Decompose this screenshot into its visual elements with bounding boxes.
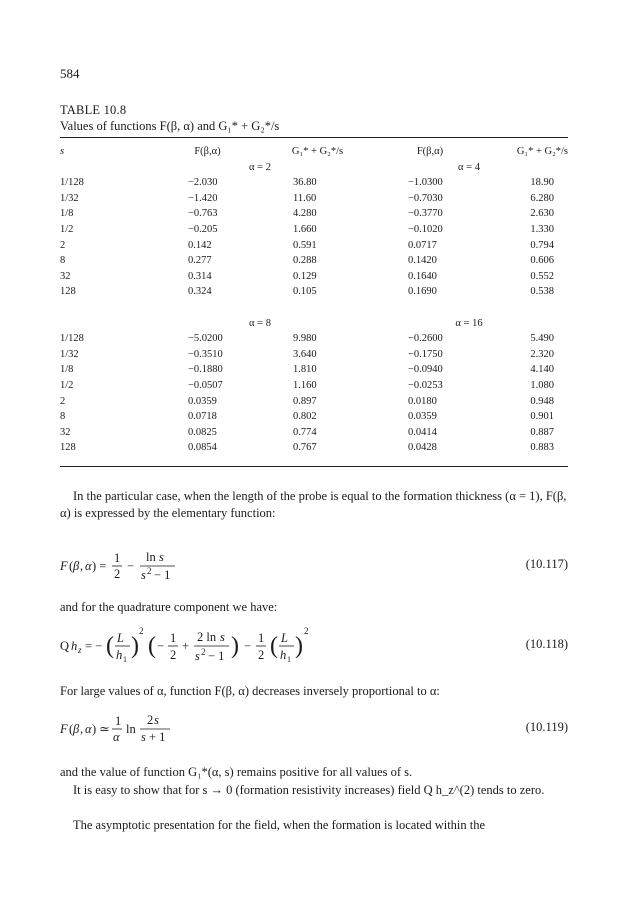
col-header-s: s xyxy=(60,146,65,157)
cell-f-right: 0.0180 xyxy=(408,395,437,407)
svg-text:1: 1 xyxy=(123,655,127,664)
cell-g-right: 2.320 xyxy=(530,348,554,360)
table-row xyxy=(60,440,568,456)
svg-text:h: h xyxy=(71,639,78,653)
cell-g-right: 5.490 xyxy=(530,333,554,345)
page-number: 584 xyxy=(60,66,80,81)
cell-s: 32 xyxy=(60,270,71,282)
cell-g-right: 0.794 xyxy=(530,239,554,251)
table-row xyxy=(60,347,568,363)
svg-text:s: s xyxy=(141,730,146,744)
cell-g-left: 0.897 xyxy=(293,395,317,407)
cell-g-right: 0.538 xyxy=(530,286,554,298)
alpha-row xyxy=(60,160,568,176)
cell-g-left: 0.105 xyxy=(293,286,317,298)
table-row xyxy=(60,191,568,207)
cell-s: 8 xyxy=(60,255,66,267)
equation-10-119-formula xyxy=(60,708,360,748)
alpha-label-left: α = 8 xyxy=(249,317,271,329)
cell-f-right: −0.1020 xyxy=(408,223,443,235)
svg-text:L: L xyxy=(281,631,288,645)
svg-text:,: , xyxy=(80,722,84,736)
svg-text:s: s xyxy=(159,550,164,564)
alpha-label-right: α = 16 xyxy=(455,317,483,329)
svg-text:): ) xyxy=(295,633,303,659)
svg-text:2 ln: 2 ln xyxy=(197,630,217,644)
equation-number: (10.117) xyxy=(525,557,568,571)
values-table xyxy=(60,144,568,456)
svg-text:α: α xyxy=(85,722,92,736)
paragraph-4: and the value of function G₁*(α, s) remains positive for all values of s. xyxy=(60,765,413,779)
cell-f-left: 0.277 xyxy=(188,255,212,267)
cell-s: 128 xyxy=(60,286,76,298)
table-row xyxy=(60,253,568,269)
cell-f-left: −1.420 xyxy=(188,192,218,204)
alpha-label-left: α = 2 xyxy=(249,161,271,173)
cell-f-right: −0.7030 xyxy=(408,192,443,204)
cell-f-right: 0.1420 xyxy=(408,255,437,267)
table-caption: Values of functions F(β, α) and G₁* + G₂*/s xyxy=(60,119,280,133)
cell-f-left: −0.3510 xyxy=(188,348,223,360)
svg-text:2: 2 xyxy=(139,626,144,636)
cell-g-left: 0.767 xyxy=(293,442,317,454)
table-row xyxy=(60,425,568,441)
svg-text:β: β xyxy=(73,559,80,573)
cell-f-right: 0.0717 xyxy=(408,239,437,251)
svg-text:− 1: − 1 xyxy=(154,568,171,582)
paragraph-2: and for the quadrature component we have: xyxy=(60,600,278,614)
cell-g-right: 0.606 xyxy=(530,255,554,267)
cell-s: 1/128 xyxy=(60,333,84,345)
svg-text:2: 2 xyxy=(170,648,177,662)
cell-s: 32 xyxy=(60,426,71,438)
alpha-row xyxy=(60,316,568,332)
cell-f-right: 0.0359 xyxy=(408,411,437,423)
cell-g-right: 2.630 xyxy=(530,208,554,220)
svg-text:1: 1 xyxy=(170,631,177,645)
svg-text:): ) xyxy=(131,633,139,659)
table-top-rule xyxy=(60,137,568,138)
table-row xyxy=(60,222,568,238)
svg-text:−: − xyxy=(157,639,165,653)
svg-text:(: ( xyxy=(69,722,74,736)
col-header-f-left: F(β,α) xyxy=(194,146,221,157)
svg-text:ln: ln xyxy=(126,722,136,736)
cell-f-left: 0.0718 xyxy=(188,411,217,423)
cell-f-right: 0.0414 xyxy=(408,426,437,438)
svg-text:α: α xyxy=(85,559,92,573)
cell-g-left: 3.640 xyxy=(293,348,317,360)
equation-10-118 xyxy=(60,623,568,667)
svg-text:Q: Q xyxy=(60,639,70,653)
cell-g-left: 1.160 xyxy=(293,379,317,391)
svg-text:+: + xyxy=(182,639,190,653)
equation-10-117 xyxy=(60,545,568,585)
svg-text:+ 1: + 1 xyxy=(149,730,166,744)
table-row xyxy=(60,206,568,222)
cell-s: 1/32 xyxy=(60,192,79,204)
cell-f-left: −0.763 xyxy=(188,208,218,220)
equation-10-119 xyxy=(60,708,568,748)
table-row xyxy=(60,394,568,410)
table-header-row xyxy=(60,144,568,160)
cell-s: 2 xyxy=(60,239,66,251)
cell-s: 8 xyxy=(60,411,66,423)
svg-text:(: ( xyxy=(270,633,278,659)
cell-g-left: 11.60 xyxy=(293,192,317,204)
svg-text:2: 2 xyxy=(147,713,154,727)
svg-text:): ) xyxy=(231,633,239,659)
table-row xyxy=(60,269,568,285)
cell-f-left: 0.314 xyxy=(188,270,212,282)
equation-number: (10.119) xyxy=(525,720,568,734)
svg-text:1: 1 xyxy=(287,655,291,664)
cell-f-left: 0.324 xyxy=(188,286,212,298)
svg-text:s: s xyxy=(154,713,159,727)
paragraph-3: For large values of α, function F(β, α) decreases inversely proportional to α: xyxy=(60,684,440,698)
table-row xyxy=(60,362,568,378)
cell-f-left: −0.1880 xyxy=(188,364,223,376)
svg-text:ln: ln xyxy=(146,550,156,564)
col-header-g-right: G₁* + G₂*/s xyxy=(516,146,568,157)
cell-f-left: 0.142 xyxy=(188,239,212,251)
svg-text:s: s xyxy=(220,630,225,644)
table-bottom-rule xyxy=(60,466,568,467)
cell-g-right: 0.948 xyxy=(530,395,554,407)
svg-text:2: 2 xyxy=(304,626,309,636)
cell-g-right: 18.90 xyxy=(530,177,554,189)
cell-s: 2 xyxy=(60,395,66,407)
col-header-f-right: F(β,α) xyxy=(416,146,444,157)
cell-f-left: 0.0825 xyxy=(188,426,217,438)
svg-text:F: F xyxy=(60,722,68,736)
svg-text:α: α xyxy=(113,730,120,744)
table-label: TABLE 10.8 xyxy=(60,103,127,117)
cell-g-left: 0.802 xyxy=(293,411,317,423)
svg-text:2: 2 xyxy=(114,567,121,581)
cell-f-right: 0.1690 xyxy=(408,286,437,298)
cell-f-left: −5.0200 xyxy=(188,333,223,345)
cell-f-right: −1.0300 xyxy=(408,177,443,189)
svg-text:(: ( xyxy=(106,633,114,659)
svg-text:F: F xyxy=(60,559,68,573)
cell-g-left: 1.810 xyxy=(293,364,317,376)
svg-text:(: ( xyxy=(69,559,74,573)
cell-g-right: 1.080 xyxy=(530,379,554,391)
cell-f-left: 0.0359 xyxy=(188,395,217,407)
equation-10-117-formula xyxy=(60,545,360,585)
svg-text:1: 1 xyxy=(258,631,265,645)
svg-text:= −: = − xyxy=(85,639,103,653)
svg-text:− 1: − 1 xyxy=(208,649,225,663)
svg-text:2: 2 xyxy=(201,647,206,657)
cell-s: 128 xyxy=(60,442,76,454)
cell-f-right: −0.2600 xyxy=(408,333,443,345)
cell-s: 1/32 xyxy=(60,348,79,360)
cell-f-right: −0.0253 xyxy=(408,379,443,391)
svg-text:1: 1 xyxy=(115,714,122,728)
cell-g-right: 0.883 xyxy=(530,442,554,454)
svg-text:) ≃: ) ≃ xyxy=(92,722,110,736)
paragraph-5: It is easy to show that for s → 0 (formation resistivity increases) field Q h_z^(2) tends to zero. xyxy=(73,783,545,797)
equation-10-118-formula xyxy=(60,623,380,667)
cell-f-right: −0.3770 xyxy=(408,208,443,220)
cell-g-right: 0.887 xyxy=(530,426,554,438)
cell-f-right: −0.1750 xyxy=(408,348,443,360)
cell-g-left: 1.660 xyxy=(293,223,317,235)
svg-text:s: s xyxy=(141,568,146,582)
cell-f-left: −0.0507 xyxy=(188,379,223,391)
cell-g-left: 36.80 xyxy=(293,177,317,189)
alpha-label-right: α = 4 xyxy=(458,161,480,173)
table-row xyxy=(60,238,568,254)
table-row xyxy=(60,175,568,191)
cell-g-right: 1.330 xyxy=(530,223,554,235)
svg-text:2: 2 xyxy=(258,648,265,662)
cell-g-left: 0.774 xyxy=(293,426,317,438)
cell-f-left: 0.0854 xyxy=(188,442,217,454)
cell-f-left: −2.030 xyxy=(188,177,218,189)
cell-f-right: −0.0940 xyxy=(408,364,443,376)
cell-s: 1/2 xyxy=(60,379,74,391)
cell-g-left: 0.591 xyxy=(293,239,317,251)
svg-text:−: − xyxy=(244,639,252,653)
cell-s: 1/8 xyxy=(60,364,74,376)
cell-f-left: −0.205 xyxy=(188,223,218,235)
table-row xyxy=(60,378,568,394)
svg-text:−: − xyxy=(127,559,135,573)
cell-g-right: 0.552 xyxy=(530,270,554,282)
cell-g-right: 4.140 xyxy=(530,364,554,376)
col-header-g-left: G₁* + G₂*/s xyxy=(291,146,344,157)
svg-text:h: h xyxy=(280,648,287,662)
svg-text:s: s xyxy=(195,649,200,663)
svg-text:2: 2 xyxy=(147,566,152,576)
cell-g-left: 0.288 xyxy=(293,255,317,267)
cell-s: 1/2 xyxy=(60,223,74,235)
table-row xyxy=(60,331,568,347)
svg-text:L: L xyxy=(117,631,124,645)
cell-g-right: 0.901 xyxy=(530,411,554,423)
cell-f-right: 0.1640 xyxy=(408,270,437,282)
paragraph-6: The asymptotic presentation for the field, when the formation is located within the xyxy=(73,818,486,832)
cell-g-left: 0.129 xyxy=(293,270,317,282)
cell-g-left: 4.280 xyxy=(293,208,317,220)
svg-text:β: β xyxy=(73,722,80,736)
svg-text:h: h xyxy=(116,648,123,662)
table-row xyxy=(60,409,568,425)
cell-f-right: 0.0428 xyxy=(408,442,437,454)
cell-s: 1/8 xyxy=(60,208,74,220)
svg-text:1: 1 xyxy=(114,551,121,565)
cell-g-right: 6.280 xyxy=(530,192,554,204)
svg-text:,: , xyxy=(80,559,84,573)
equation-number: (10.118) xyxy=(525,637,568,651)
svg-text:(: ( xyxy=(148,633,156,659)
svg-text:) =: ) = xyxy=(92,559,107,573)
cell-s: 1/128 xyxy=(60,177,84,189)
paragraph-1: In the particular case, when the length of the probe is equal to the formation thickness (α = 1), F(β, α) is expressed by the elementary function: xyxy=(60,489,567,520)
svg-text:z: z xyxy=(78,645,82,655)
cell-g-left: 9.980 xyxy=(293,333,317,345)
table-row xyxy=(60,284,568,300)
